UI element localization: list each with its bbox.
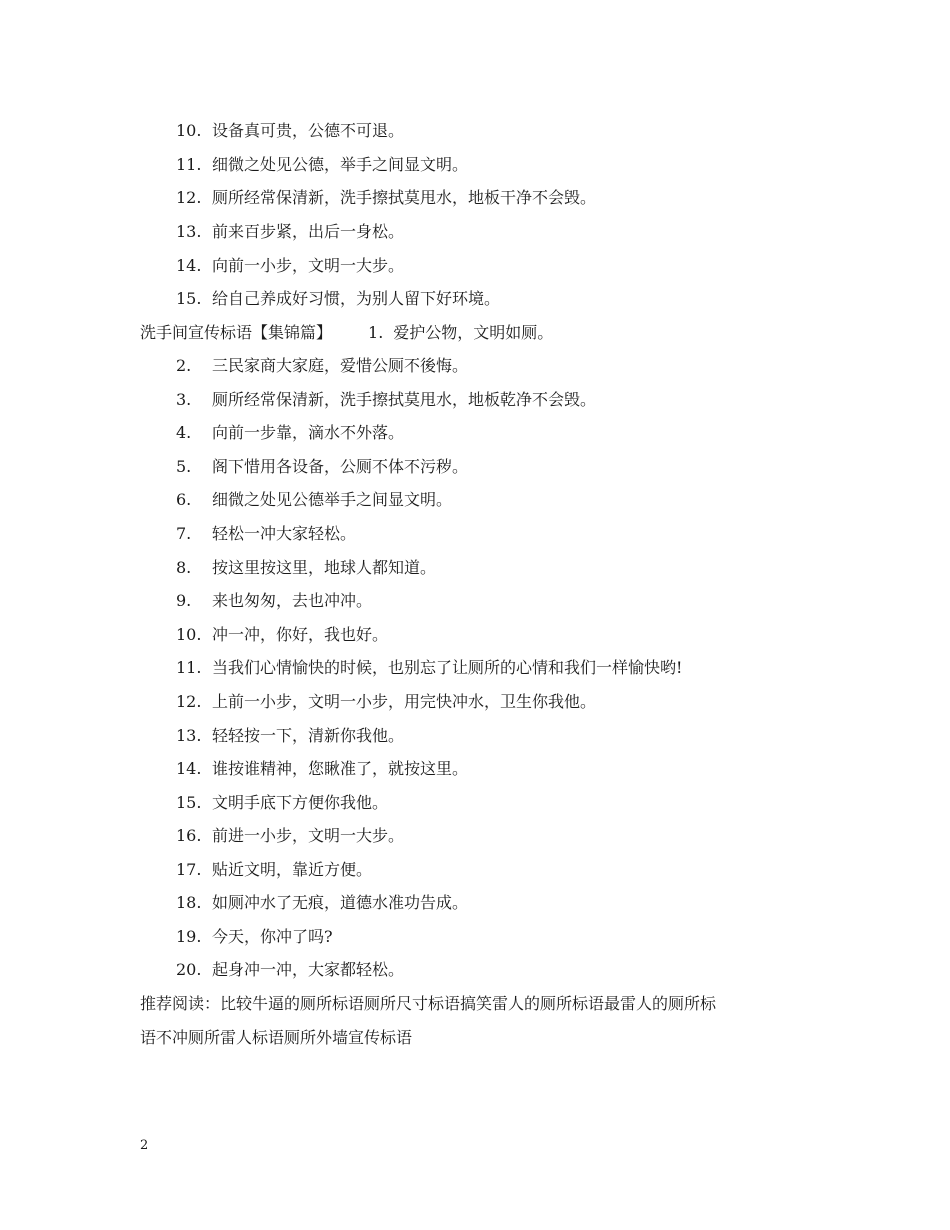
- item-text: 起身冲一冲，大家都轻松。: [212, 960, 405, 979]
- item-text: 厕所经常保清新，洗手擦拭莫甩水，地板乾净不会毁。: [212, 390, 597, 409]
- item-text: 轻松一冲大家轻松。: [212, 524, 357, 543]
- item-text: 文明手底下方便你我他。: [212, 793, 389, 812]
- item-number: 15.: [176, 793, 202, 812]
- item-number: 11.: [176, 155, 202, 174]
- list-item: [176, 591, 372, 611]
- item-text: 谁按谁精神，您瞅准了，就按这里。: [212, 759, 469, 778]
- list-item: [176, 390, 596, 410]
- item-number: 7.: [176, 524, 192, 543]
- item-text: 阁下惜用各设备，公厕不体不污秽。: [212, 457, 469, 476]
- item-text: 贴近文明，靠近方便。: [212, 860, 373, 879]
- item-text: 来也匆匆，去也冲冲。: [212, 591, 373, 610]
- item-text: 给自己养成好习惯，为别人留下好环境。: [212, 289, 501, 308]
- item-number: 3.: [176, 390, 192, 409]
- list-item: [176, 121, 404, 141]
- item-number: 9.: [176, 591, 192, 610]
- list-item: [176, 893, 468, 913]
- item-number: 18.: [176, 893, 202, 912]
- list-item: [176, 960, 404, 980]
- list-item: [176, 457, 468, 477]
- list-item: [176, 524, 356, 544]
- recommended-reading-line-1: 推荐阅读：比较牛逼的厕所标语厕所尺寸标语搞笑雷人的厕所标语最雷人的厕所标: [140, 994, 717, 1013]
- item-text: 前来百步紧，出后一身松。: [212, 222, 405, 241]
- list-item: [176, 692, 596, 712]
- list-item: [176, 256, 404, 276]
- item-number: 15.: [176, 289, 202, 308]
- item-number: 14.: [176, 256, 202, 275]
- list-item: [176, 826, 404, 846]
- list-item: [176, 423, 404, 443]
- item-number: 4.: [176, 423, 192, 442]
- item-number: 10.: [176, 121, 202, 140]
- section-heading-line: [140, 323, 553, 343]
- item-number: 19.: [176, 927, 202, 946]
- list-item: [176, 793, 388, 813]
- list-item: [176, 356, 468, 376]
- list-item: [176, 658, 682, 678]
- section-heading: 洗手间宣传标语【集锦篇】: [140, 323, 333, 342]
- list-item: [176, 155, 468, 175]
- item-text: 冲一冲，你好，我也好。: [212, 625, 389, 644]
- list-item: [176, 222, 404, 242]
- item-text: 如厕冲水了无痕，道德水准功告成。: [212, 893, 469, 912]
- recommended-reading-line-2: 语不冲厕所雷人标语厕所外墙宣传标语: [140, 1028, 413, 1047]
- item-number: 2.: [176, 356, 192, 375]
- item-number: 1.: [368, 323, 384, 342]
- item-number: 12.: [176, 188, 202, 207]
- item-number: 6.: [176, 490, 192, 509]
- list-item: [176, 927, 333, 947]
- item-number: 13.: [176, 726, 202, 745]
- item-text: 轻轻按一下，清新你我他。: [212, 726, 405, 745]
- item-number: 16.: [176, 826, 202, 845]
- list-item: [176, 188, 596, 208]
- item-text: 爱护公物，文明如厕。: [393, 323, 554, 342]
- item-text: 今天，你冲了吗?: [212, 927, 333, 946]
- item-text: 向前一小步，文明一大步。: [212, 256, 405, 275]
- item-text: 上前一小步，文明一小步，用完快冲水，卫生你我他。: [212, 692, 597, 711]
- item-text: 细微之处见公德举手之间显文明。: [212, 490, 453, 509]
- item-text: 厕所经常保清新，洗手擦拭莫甩水，地板干净不会毁。: [212, 188, 597, 207]
- item-number: 13.: [176, 222, 202, 241]
- item-number: 20.: [176, 960, 202, 979]
- list-item: [176, 860, 372, 880]
- list-item: [176, 759, 468, 779]
- item-number: 5.: [176, 457, 192, 476]
- item-number: 8.: [176, 558, 192, 577]
- item-number: 12.: [176, 692, 202, 711]
- list-item: [176, 726, 404, 746]
- item-text: 前进一小步，文明一大步。: [212, 826, 405, 845]
- item-text: 当我们心情愉快的时候，也别忘了让厕所的心情和我们一样愉快哟!: [212, 658, 683, 677]
- item-text: 设备真可贵，公德不可退。: [212, 121, 405, 140]
- page-number: 2: [140, 1138, 149, 1153]
- list-item: [176, 558, 436, 578]
- list-item: [176, 289, 500, 309]
- list-item: [176, 490, 452, 510]
- list-item: [176, 625, 388, 645]
- item-text: 三民家商大家庭，爱惜公厕不後悔。: [212, 356, 469, 375]
- item-number: 11.: [176, 658, 202, 677]
- item-text: 按这里按这里，地球人都知道。: [212, 558, 437, 577]
- item-number: 14.: [176, 759, 202, 778]
- item-number: 10.: [176, 625, 202, 644]
- item-text: 向前一步靠，滴水不外落。: [212, 423, 405, 442]
- item-text: 细微之处见公德，举手之间显文明。: [212, 155, 469, 174]
- item-number: 17.: [176, 860, 202, 879]
